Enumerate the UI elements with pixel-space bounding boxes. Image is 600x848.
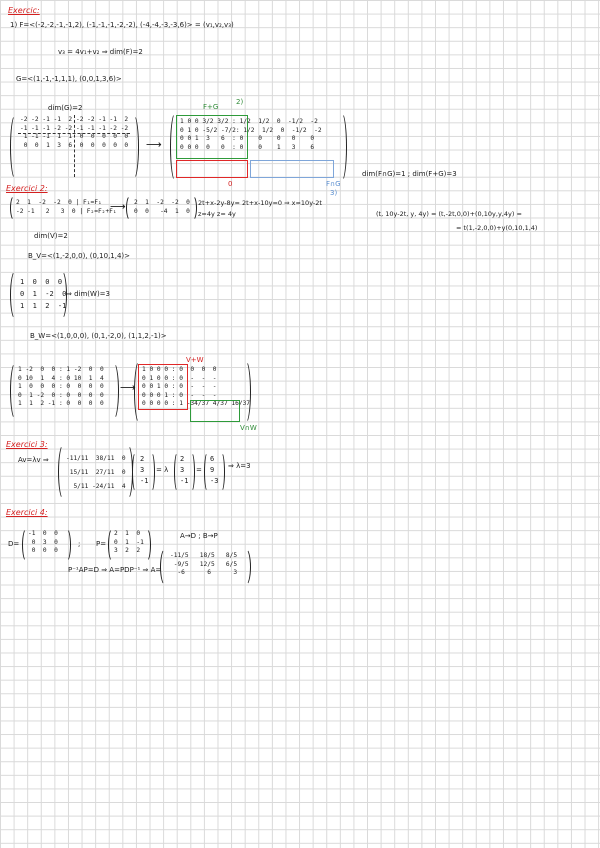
ex2-vw-box: [138, 364, 188, 410]
exercise-1-header: Exercic:: [8, 6, 40, 15]
ex2-big-right: 1 0 0 0 : 0 0 0 0 0 1 0 0 : 0 - - - 0 0 1 0 : 0 - - - 0 0 0 1 : 0 - - - 0 0 0 0 : 1 -34/37 4/37 16/37: [142, 366, 251, 407]
ex1-r-right-paren: [336, 112, 347, 182]
ex3-mid: = λ: [156, 466, 169, 474]
ex4-a-right-paren: [240, 548, 251, 586]
ex2-matrix-w: 1 0 0 0 0 1 -2 0 1 1 2 -1: [20, 278, 67, 310]
ex1-dim-g: dim(G)=2: [48, 104, 83, 112]
ex1-fg-box: [176, 115, 248, 159]
exercise-3-header: Exercici 3:: [6, 440, 48, 449]
ex1-label-fg: F+G: [203, 103, 219, 111]
ex1-result: dim(F∩G)=1 ; dim(F+G)=3: [362, 170, 457, 178]
ex2-eq1: 2t+x-2y-8y= 2t+x-10y=0 ⇒ x=10y-2t: [198, 199, 322, 207]
ex1-label-0: 0: [228, 180, 233, 188]
ex2-eq2: z=4y z= 4y: [198, 210, 236, 218]
ex2-matrix-left: 2 1 -2 -2 0 | F₁=F₁ -2 -1 2 3 0 | F₂=F₂+F₁: [16, 199, 117, 215]
ex3-v-right-paren: [148, 452, 155, 492]
ex4-d-label: D=: [8, 540, 20, 548]
ex3-eq: =: [196, 466, 202, 474]
ex2-big-arrow: ⟶: [120, 381, 136, 394]
ex4-d-matrix: -1 0 0 0 3 0 0 0 0: [28, 530, 58, 554]
ex2-vnw-box: [190, 400, 240, 422]
ex3-v3-right-paren: [218, 452, 225, 492]
ex1-zero-box: [176, 160, 248, 178]
ex2-dim-w: ⇒ dim(W)=3: [66, 290, 110, 298]
ex4-semicolon: ;: [78, 540, 81, 548]
ex2-big-left: 1 -2 0 0 : 1 -2 0 0 0 10 1 4 : 0 10 1 4 1 0 0 0 : 0 0 0 0 0 1 -2 0 : 0 0 0 0 1 1 2 -1 : 0 0 0 0: [18, 366, 104, 407]
ex4-p-right-paren: [142, 528, 151, 562]
ex2-basis-v: B_V=<(1,-2,0,0), (0,10,1,4)>: [28, 252, 131, 260]
ex1-dim-f: v₃ = 4v₁+v₂ ⇒ dim(F)=2: [58, 48, 143, 56]
ex2-big-r-right-paren: [240, 360, 251, 424]
ex2-arrow: ⟶: [110, 200, 126, 213]
ex2-matrix-right: 2 1 -2 -2 0 0 0 -4 1 0: [134, 199, 190, 215]
ex4-p-label: P=: [96, 540, 107, 548]
exercise-2-header: Exercici 2:: [6, 184, 48, 193]
ex2-param2: = t(1,-2,0,0)+y(0,10,1,4): [456, 224, 538, 232]
ex1-label-fng: F∩G: [326, 180, 341, 188]
ex1-f-definition: 1) F=<(-2,-2,-1,-1,2), (-1,-1,-1,-2,-2), (-4,-4,-3,-3,6)> = (v₁,v₂,v₃): [10, 21, 234, 29]
ex1-divider-h: [18, 133, 130, 134]
exercise-4-header: Exercici 4:: [6, 508, 48, 517]
ex2-label-vnw: V∩W: [240, 424, 257, 432]
ex4-a-matrix: -11/5 18/5 8/5 -9/5 12/5 6/5 -6 6 3: [170, 552, 238, 576]
ex1-label-3: 3): [330, 189, 338, 197]
ex3-vec: 2 3 -1: [140, 455, 149, 485]
ex1-matrix-left-aug: -2 -2 -1 -1 2 -1 -1 -1 -2 -2 0 0 0 0 0 0 0 0 0 0: [76, 116, 129, 149]
ex1-g-definition: G=<(1,-1,-1,1,1), (0,0,1,3,6)>: [16, 75, 122, 83]
ex3-v2-right-paren: [188, 452, 195, 492]
ex3-lhs: Av=λv ⇒: [18, 456, 49, 464]
ex3-vec3: 6 9 -3: [210, 455, 219, 485]
ex2-dim-v: dim(V)=2: [34, 232, 68, 240]
ex4-equation: P⁻¹AP=D ⇒ A=PDP⁻¹ ⇒ A=: [68, 566, 162, 574]
ex1-arrow: ⟶: [146, 138, 162, 151]
ex2-param: (t, 10y-2t, y, 4y) = (t,-2t,0,0)+(0,10y,y,4y) =: [376, 210, 522, 218]
ex1-fng-box: [250, 160, 334, 178]
ex4-mapping: A→D ; B→P: [180, 532, 218, 540]
ex2-basis-w: B_W=<(1,0,0,0), (0,1,-2,0), (1,1,2,-1)>: [30, 332, 167, 340]
ex4-d-right-paren: [62, 528, 71, 562]
ex3-matrix: -11/11 38/11 0 15/11 27/11 0 5/11 -24/11 4: [66, 455, 126, 490]
ex1-right-paren: [128, 114, 139, 180]
ex1-matrix-left: -2 -2 -1 -1 2 -1 -1 -1 -2 -2 1 -1 -1 1 1 0 0 1 3 6: [20, 116, 73, 149]
ex1-matrix-right: 1 0 0 3/2 3/2 : 1/2 1/2 0 -1/2 -2 0 1 0 -5/2 -7/2: 1/2 1/2 0 -1/2 -2 0 0 1 3 6 : 0 0 0 0 0 0 0 0 0 0 : 0 0 1 3 6: [180, 118, 322, 151]
ex1-divider-v: [74, 115, 75, 177]
ex1-label-2: 2): [236, 98, 244, 106]
ex2-big-right-paren: [108, 362, 119, 420]
ex4-p-matrix: 2 1 0 0 1 -1 3 2 2: [114, 530, 144, 554]
ex3-v-left-paren: [132, 452, 139, 492]
ex2-r-right-paren: [188, 195, 197, 221]
ex3-result: ⇒ λ=3: [228, 462, 251, 470]
ex2-label-vw: V+W: [186, 356, 204, 364]
ex3-vec2: 2 3 -1: [180, 455, 189, 485]
